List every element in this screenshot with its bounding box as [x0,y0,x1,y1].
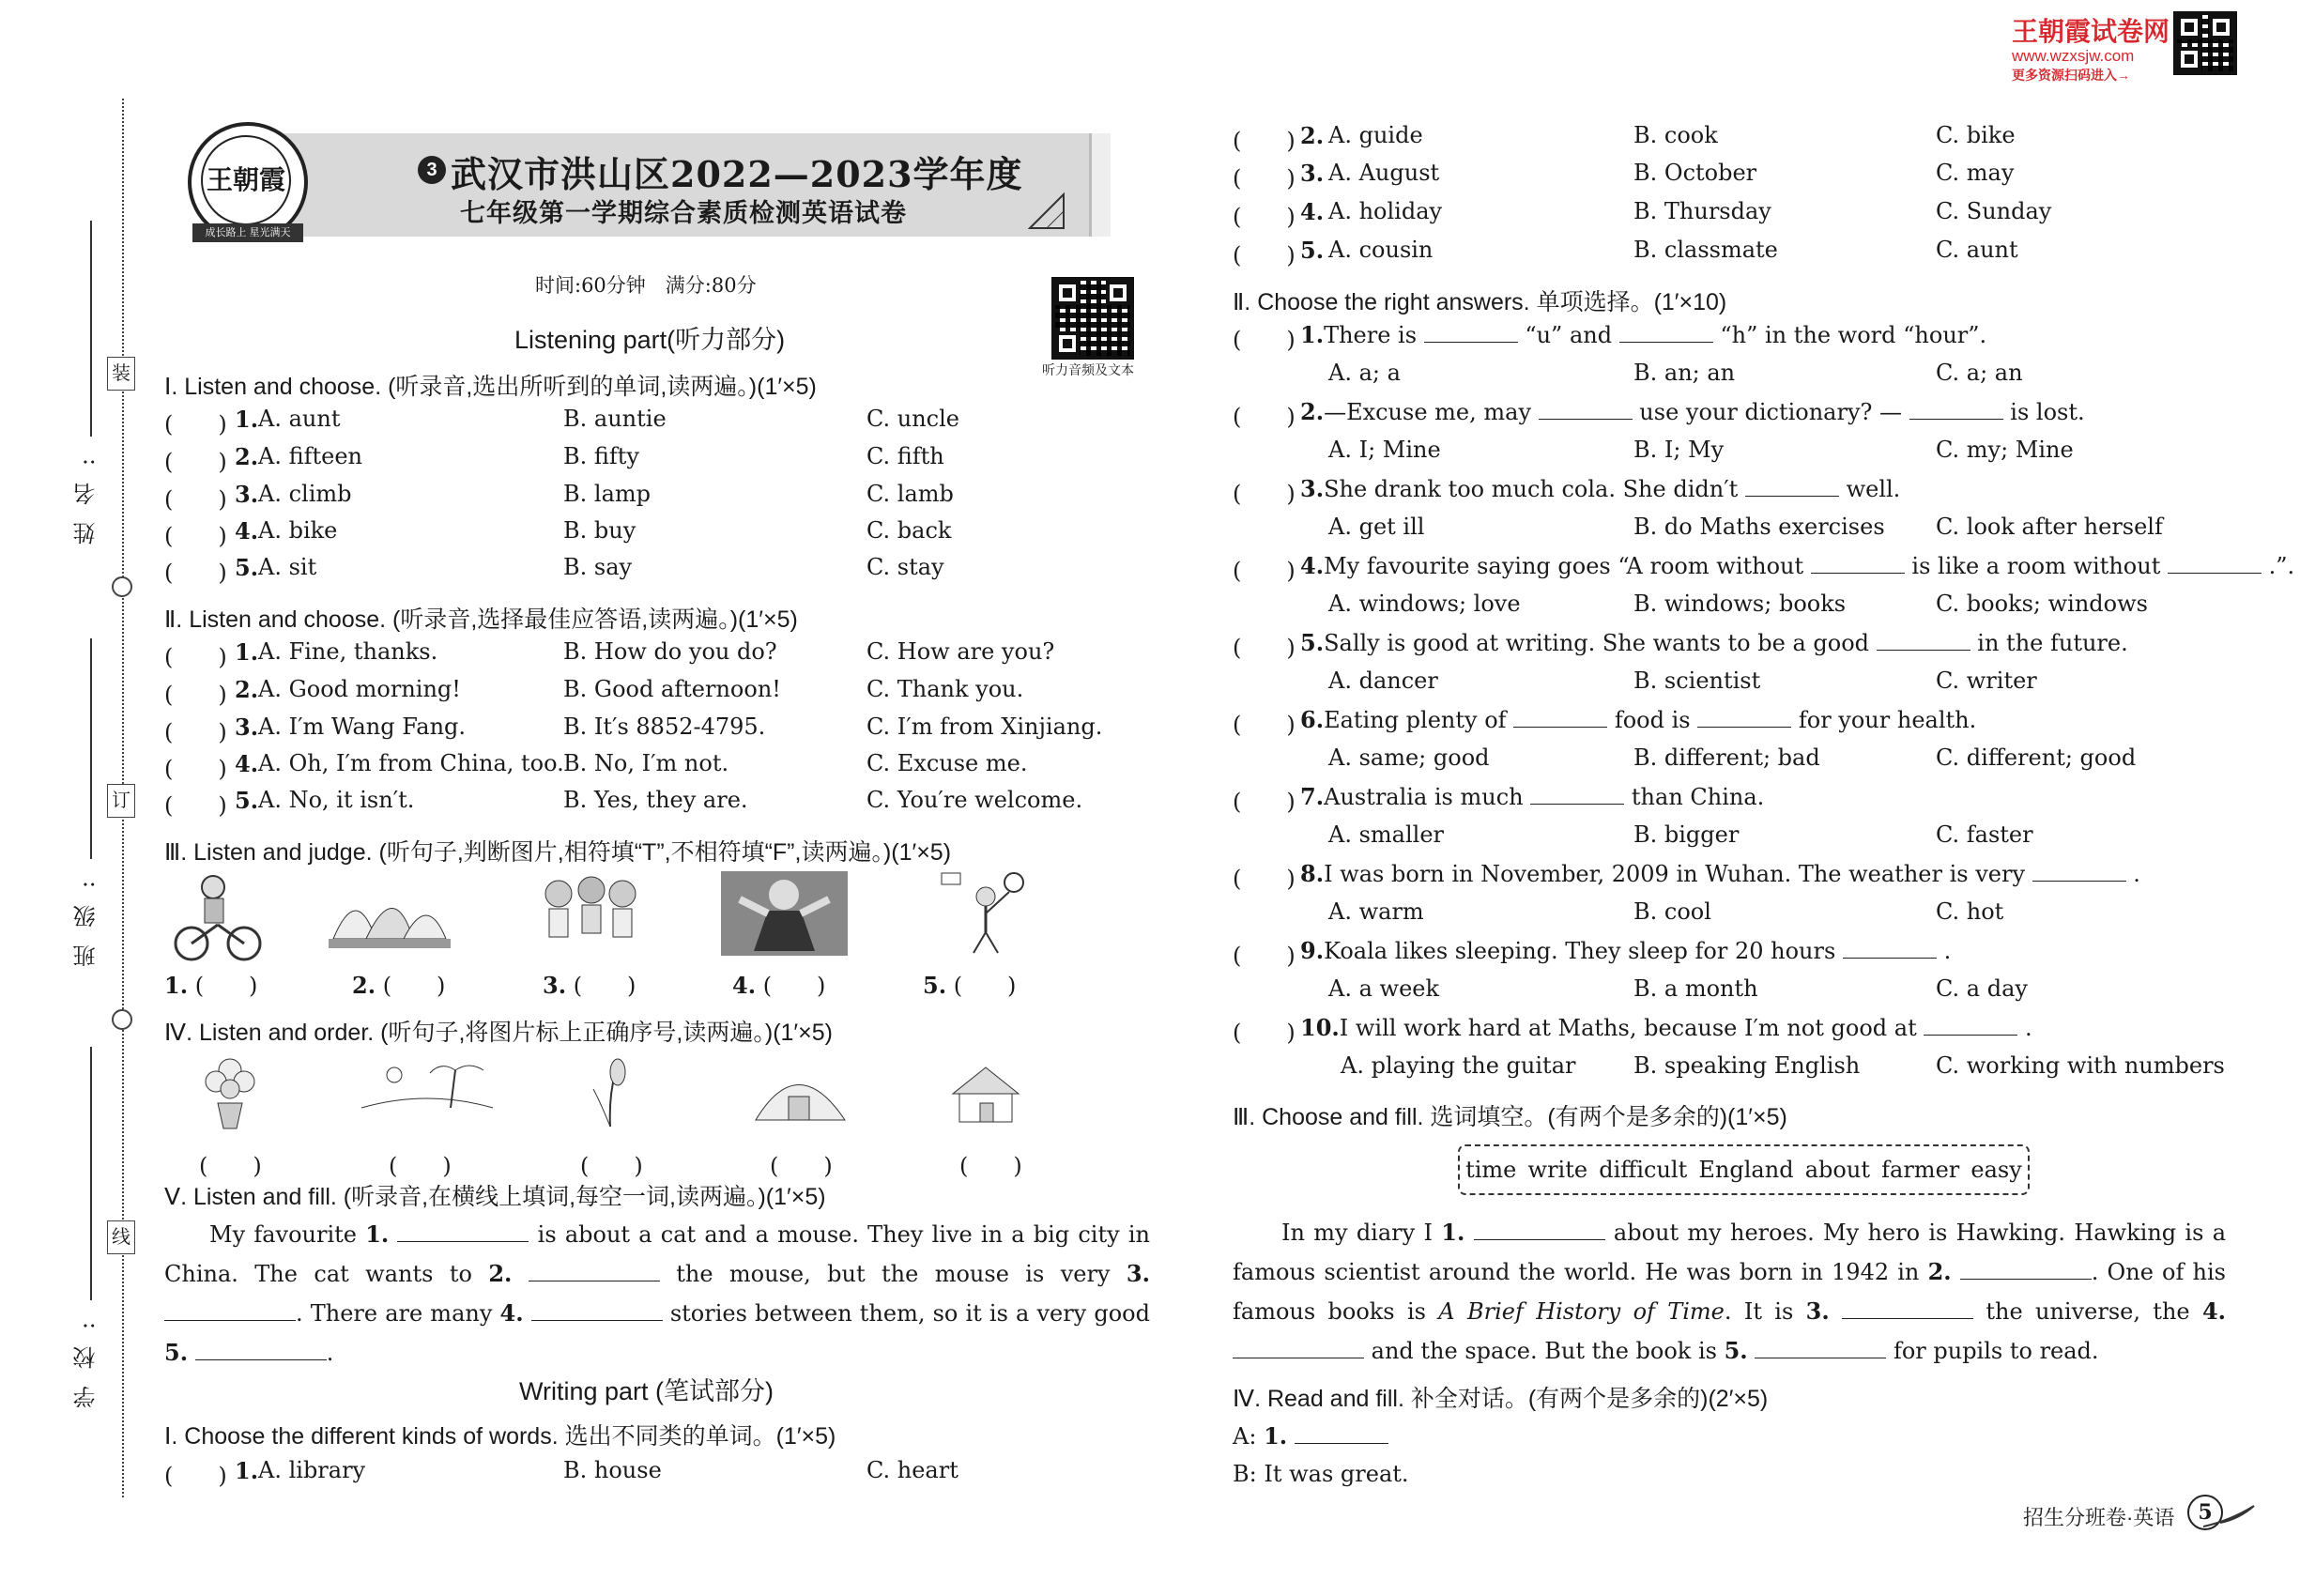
text: . [326,1340,334,1366]
option-b[interactable]: B. windows; books [1633,591,1847,617]
stem-text: I was born in November, 2009 in Wuhan. The weather is very [1324,861,2026,887]
time-score: 时间:60分钟 满分:80分 [535,274,757,297]
option-a[interactable]: A. Fine, thanks. [258,638,438,665]
stem-text: . [2025,1015,2032,1041]
question-number: 8. [1300,860,1325,887]
hut-picture [746,1050,854,1129]
blank-number: 2. [1927,1258,1952,1285]
ruler-icon [1028,192,1066,230]
question-number: 1. [1300,321,1325,348]
option-a[interactable]: A. guide [1328,122,1423,148]
wheat-picture [582,1051,638,1131]
answer-paren[interactable]: ( ) [1233,558,1296,584]
listening-title: Listening part(听力部分) [514,326,786,354]
brand-url: www.wzxsjw.com [2012,47,2135,65]
question-stem [1300,706,1976,733]
blank-number: 4. [2201,1297,2227,1325]
option-b[interactable]: B. buy [563,517,636,544]
stem-blank[interactable] [1924,1014,2017,1036]
option-b[interactable]: B. an; an [1633,360,1736,386]
option-c[interactable]: C. fifth [866,443,944,469]
stem-blank[interactable] [1539,398,1633,420]
option-a[interactable]: A. August [1328,160,1440,186]
question-number: 3. [1300,160,1325,187]
stem-text: “u” and [1525,322,1613,348]
answer-paren[interactable]: ( ) [164,411,227,437]
binding-mark-zhuang: 装 [107,357,135,391]
question-number: 4. [1300,198,1325,225]
stem-text: I will work hard at Maths, because I′m not good at [1339,1015,1917,1041]
binding-hole-icon [112,576,132,597]
children-picture [530,873,643,958]
word-bank-item: time [1465,1157,1517,1183]
boy-riding-bike-picture [171,873,265,962]
judge-number: 3. [543,972,567,999]
class-label: 班级: [73,864,100,968]
section-title: Ⅱ. Listen and choose. (听录音,选择最佳应答语,读两遍。)(1′×5) [164,606,798,633]
question-stem [1300,321,1986,348]
option-a[interactable]: A. get ill [1328,514,1425,540]
text: stories between them, so it is a very good [669,1300,1150,1327]
name-field[interactable] [90,221,92,437]
answer-paren[interactable]: ( ) [1233,789,1296,815]
answer-paren[interactable]: ( ) [1233,128,1296,154]
stem-text: Australia is much [1324,784,1524,810]
blank-5[interactable] [195,1339,327,1360]
option-b[interactable]: B. No, I′m not. [563,750,729,776]
option-b[interactable]: B. lamp [563,481,651,507]
blank-4[interactable] [531,1299,663,1321]
stem-text: Eating plenty of [1324,707,1507,733]
answer-paren[interactable]: ( ) [1233,866,1296,892]
text: . There are many [296,1300,493,1327]
question-number: 5. [1300,629,1325,656]
question-number: 3. [235,714,259,741]
blank-3[interactable] [164,1299,296,1321]
blank-number: 3. [1805,1297,1830,1325]
stem-text: is lost. [2010,399,2085,425]
word-bank-item: about [1804,1157,1870,1183]
option-c[interactable]: C. writer [1936,668,2037,694]
blank-number: 1. [1264,1422,1288,1450]
option-c[interactable]: C. faster [1936,821,2033,848]
footer-text: 招生分班卷·英语 [2023,1506,2175,1529]
question-number: 6. [1300,706,1325,733]
dialog-line-b: B: It was great. [1233,1461,1409,1487]
word-bank-item: easy [1970,1157,2022,1183]
name-label: 姓名: [73,441,100,545]
blank-3[interactable] [1842,1297,1973,1319]
stem-text: She drank too much cola. She didn′t [1324,476,1739,502]
option-a[interactable]: A. climb [258,481,352,507]
paper-subtitle: 七年级第一学期综合素质检测英语试卷 [460,199,907,228]
option-c[interactable]: C. I′m from Xinjiang. [866,714,1103,740]
option-b[interactable]: B. bigger [1633,821,1740,848]
question-number: 1. [235,638,259,666]
option-b[interactable]: B. I; My [1633,437,1725,463]
flowers-picture [197,1051,263,1131]
answer-paren[interactable]: ( ) [164,523,227,549]
option-c[interactable]: C. Thank you. [866,676,1024,702]
option-a[interactable]: A. playing the guitar [1341,1052,1576,1079]
dialog-blank-1[interactable] [1295,1422,1388,1444]
answer-paren[interactable]: ( ) [1233,327,1296,353]
judge-number: 1. [164,972,189,999]
option-a[interactable]: A. holiday [1328,198,1443,224]
stem-blank[interactable] [1424,321,1518,343]
blank-number: 3. [1126,1260,1150,1287]
question-stem [1300,1014,2032,1041]
option-b[interactable]: B. say [563,554,633,580]
option-a[interactable]: A. same; good [1328,744,1490,771]
option-c[interactable]: C. different; good [1936,744,2137,771]
option-c[interactable]: C. You′re welcome. [866,787,1083,813]
blank-2[interactable] [529,1260,660,1281]
answer-paren[interactable]: ( ) [1233,242,1296,269]
binding-mark-xian: 线 [107,1220,135,1254]
paper-title [413,146,1023,197]
option-b[interactable]: B. cook [1633,122,1718,148]
option-c[interactable]: C. back [866,517,952,544]
option-b[interactable]: B. Thursday [1633,198,1771,224]
option-a[interactable]: A. a; a [1328,360,1401,386]
question-stem [1300,552,2294,579]
option-a[interactable]: A. a week [1328,975,1440,1002]
option-b[interactable]: B. a month [1633,975,1758,1002]
option-b[interactable]: B. It′s 8852-4795. [563,714,766,740]
stem-text: than China. [1631,784,1765,810]
binding-mark-ding: 订 [107,784,135,818]
option-a[interactable]: A. aunt [258,406,341,432]
book-title: History of Time [1536,1298,1725,1325]
question-number: 1. [235,406,259,433]
stem-text: . [2133,861,2140,887]
section-title: Ⅲ. Listen and judge. (听句子,判断图片,相符填“T”,不相符填“F”,读两遍。)(1′×5) [164,839,952,866]
answer-paren[interactable]: ( ) [1233,404,1296,430]
stem-blank[interactable] [1811,552,1905,574]
option-c[interactable]: C. aunt [1936,237,2018,263]
binding-hole-icon [112,1009,132,1030]
text: . One of his famous books is [1233,1259,2226,1325]
dialog-line-a [1233,1422,1388,1450]
stem-text: Koala likes sleeping. They sleep for 20 hours [1324,938,1836,964]
question-number: 2. [1300,398,1325,425]
section-title: Ⅲ. Choose and fill. 选词填空。(有两个是多余的)(1′×5) [1233,1104,1787,1130]
blank-number: 4. [499,1299,524,1327]
option-a[interactable]: A. warm [1328,898,1424,925]
text: In my diary I [1281,1220,1433,1246]
cottage-picture [939,1056,1033,1127]
word-bank-item: difficult [1599,1157,1688,1183]
stem-blank[interactable] [1843,937,1937,959]
stem-blank[interactable] [2032,860,2126,882]
text: is about a cat and a mouse. They live in a big city in China. The [164,1221,1150,1287]
stem-text: My favourite saying goes “A room without [1324,553,1804,579]
answer-paren[interactable]: ( ) [164,682,227,708]
answer-paren[interactable]: ( ) [164,449,227,475]
order-paren[interactable]: ( ) [580,1153,643,1179]
option-c[interactable]: C. a; an [1936,360,2023,386]
question-number: 5. [235,787,259,814]
paper-number-badge: 3 [418,156,446,184]
stem-blank[interactable] [2168,552,2262,574]
listening-fill-paragraph [164,1215,1150,1373]
text: the mouse, but the mouse is very [676,1261,1111,1287]
sydney-opera-house-picture [324,878,455,953]
option-a[interactable]: A. sit [258,554,317,580]
blank-4[interactable] [1233,1337,1364,1358]
blank-number: 1. [1441,1219,1465,1246]
option-a[interactable]: A. fifteen [258,443,362,469]
question-number: 1. [235,1457,259,1484]
option-c[interactable]: C. my; Mine [1936,437,2074,463]
writing-title: Writing part (笔试部分) [519,1377,774,1405]
brand-name: 王朝霞试卷网 [2012,17,2170,46]
stem-text: in the future. [1977,630,2128,656]
option-c[interactable]: C. books; windows [1936,591,2148,617]
answer-paren[interactable]: ( ) [164,644,227,670]
option-a[interactable]: A. library [258,1457,366,1483]
section-title: Ⅱ. Choose the right answers. 单项选择。(1′×10) [1233,289,1727,315]
answer-paren[interactable]: ( ) [1233,1020,1296,1046]
option-b[interactable]: B. scientist [1633,668,1761,694]
feather-icon [2201,1502,2258,1530]
option-c[interactable]: C. lamb [866,481,954,507]
stem-text: —Excuse me, may [1324,399,1532,425]
stem-text: .”. [2268,553,2295,579]
answer-paren[interactable]: ( ) [164,719,227,745]
stem-text: well. [1846,476,1901,502]
option-b[interactable]: B. Good afternoon! [563,676,781,702]
superman-picture [721,871,848,956]
text: cat wants to [314,1261,472,1287]
text: My favourite [209,1221,357,1248]
option-a[interactable]: A. I′m Wang Fang. [258,714,467,740]
qr-caption: 听力音频及文本 [1042,363,1134,378]
question-number: 5. [235,554,259,581]
blank-number: 5. [164,1339,189,1366]
section-title: Ⅰ. Choose the different kinds of words. 选出不同类的单词。(1′×5) [164,1423,836,1450]
option-a[interactable]: A. Oh, I′m from China, too. [258,750,564,776]
question-number: 2. [235,443,259,470]
option-b[interactable]: B. speaking English [1633,1052,1861,1079]
question-number: 2. [235,676,259,703]
judge-item[interactable]: 1. ( ) [164,972,258,999]
blank-number: 2. [488,1260,513,1287]
option-c[interactable]: C. may [1936,160,2015,186]
section-title: Ⅳ. Listen and order. (听句子,将图片标上正确序号,读两遍。)(1′×5) [164,1020,833,1046]
answer-paren[interactable]: ( ) [1233,165,1296,192]
stem-blank[interactable] [1877,629,1970,651]
brand-qr-icon[interactable] [2173,11,2237,75]
option-c[interactable]: C. stay [866,554,944,580]
option-a[interactable]: A. windows; love [1328,591,1521,617]
answer-paren[interactable]: ( ) [1233,481,1296,507]
option-a[interactable]: A. No, it isn′t. [258,787,415,813]
option-a[interactable]: A. dancer [1328,668,1438,694]
school-field[interactable] [90,1047,92,1300]
boy-playing-basketball-picture [934,868,1033,958]
question-stem [1300,475,1900,502]
option-b[interactable]: B. classmate [1633,237,1778,263]
option-b[interactable]: B. house [563,1457,662,1483]
answer-paren[interactable]: ( ) [1233,635,1296,661]
stem-text: There is [1324,322,1418,348]
stem-text: “h” in the word “hour”. [1720,322,1987,348]
option-b[interactable]: B. auntie [563,406,667,432]
option-c[interactable]: C. hot [1936,898,2004,925]
answer-paren[interactable]: ( ) [164,792,227,819]
option-a[interactable]: A. bike [258,517,338,544]
judge-item[interactable]: 5. ( ) [923,972,1017,999]
stem-text: Sally is good at writing. She wants to be a good [1324,630,1870,656]
speaker-a: A: [1233,1423,1257,1450]
stem-text: for your health. [1798,707,1977,733]
option-c[interactable]: C. Excuse me. [866,750,1028,776]
question-stem [1300,783,1764,810]
stem-blank[interactable] [1697,706,1791,728]
option-c[interactable]: C. a day [1936,975,2028,1002]
stem-text: is like a room without [1911,553,2161,579]
choose-fill-paragraph [1233,1213,2226,1371]
brand-block [2012,11,2170,84]
question-stem [1300,937,1951,964]
question-number: 4. [1300,552,1325,579]
text: and the space. But the book is [1371,1338,1717,1364]
question-number: 3. [1300,475,1325,502]
question-number: 10. [1300,1014,1340,1041]
option-c[interactable]: C. Sunday [1936,198,2052,224]
text: . It is [1724,1298,1794,1325]
blank-number: 1. [365,1220,390,1248]
judge-number: 4. [732,972,757,999]
order-paren[interactable]: ( ) [389,1153,452,1179]
paper-title-text: 武汉市洪山区2022—2023学年度 [451,153,1023,195]
question-stem [1300,860,2140,887]
option-b[interactable]: B. Yes, they are. [563,787,748,813]
answer-paren[interactable]: ( ) [164,756,227,782]
logo-text: 王朝霞 [201,135,291,225]
option-c[interactable]: C. bike [1936,122,2016,148]
judge-item[interactable]: 4. ( ) [732,972,826,999]
text: about my heroes. My hero is Hawking. Hawking is a famous [1233,1220,2227,1285]
stem-text: food is [1614,707,1691,733]
book-title: A Brief [1438,1298,1524,1325]
option-a[interactable]: A. cousin [1328,237,1434,263]
answer-paren[interactable]: ( ) [164,1463,227,1489]
option-b[interactable]: B. How do you do? [563,638,777,665]
class-field[interactable] [90,638,92,859]
blank-1[interactable] [1474,1219,1605,1240]
text: the universe, the [1986,1298,2190,1325]
text: scientist around the world. He was born in 1942 in [1324,1259,1920,1285]
option-b[interactable]: B. October [1633,160,1757,186]
blank-1[interactable] [397,1220,529,1242]
blank-5[interactable] [1755,1337,1886,1358]
order-paren[interactable]: ( ) [959,1153,1022,1179]
stem-blank[interactable] [1619,321,1713,343]
option-b[interactable]: B. do Maths exercises [1633,514,1885,540]
word-bank-item: England [1698,1157,1794,1183]
answer-paren[interactable]: ( ) [1233,712,1296,738]
word-bank-item: write [1527,1157,1588,1183]
brand-more: 更多资源扫码进入→ [2012,68,2130,83]
question-number: 9. [1300,937,1325,964]
option-c[interactable]: C. How are you? [866,638,1055,665]
stem-blank[interactable] [1513,706,1607,728]
option-c[interactable]: C. heart [866,1457,958,1483]
question-number: 7. [1300,783,1325,810]
question-stem [1300,629,2128,656]
judge-item[interactable]: 2. ( ) [352,972,446,999]
judge-item[interactable]: 3. ( ) [543,972,636,999]
option-b[interactable]: B. cool [1633,898,1711,925]
option-a[interactable]: A. smaller [1328,821,1444,848]
option-a[interactable]: A. Good morning! [258,676,461,702]
stem-blank[interactable] [1530,783,1624,805]
question-number: 2. [1300,122,1325,149]
answer-paren[interactable]: ( ) [164,486,227,513]
question-number: 3. [235,481,259,508]
section-title: Ⅰ. Listen and choose. (听录音,选出所听到的单词,读两遍。)(1′×5) [164,374,817,400]
beach-island-picture [357,1056,498,1122]
blank-number: 5. [1724,1337,1748,1364]
judge-number: 5. [923,972,947,999]
option-c[interactable]: C. working with numbers [1936,1052,2225,1079]
option-b[interactable]: B. fifty [563,443,639,469]
option-b[interactable]: B. different; bad [1633,744,1820,771]
word-bank-box [1458,1144,2030,1195]
option-c[interactable]: C. uncle [866,406,959,432]
stem-blank[interactable] [1745,475,1839,497]
word-bank-item: farmer [1881,1157,1960,1183]
order-paren[interactable]: ( ) [770,1153,833,1179]
answer-paren[interactable]: ( ) [164,560,227,586]
section-title: Ⅳ. Read and fill. 补全对话。(有两个是多余的)(2′×5) [1233,1386,1769,1412]
answer-paren[interactable]: ( ) [1233,204,1296,230]
question-number: 4. [235,750,259,777]
school-label: 学校: [73,1305,100,1409]
logo-ribbon: 成长路上 星光满天 [192,223,303,242]
section-title: Ⅴ. Listen and fill. (听录音,在横线上填词,每空一词,读两遍。)(1′×5) [164,1184,826,1210]
option-c[interactable]: C. look after herself [1936,514,2163,540]
option-a[interactable]: A. I; Mine [1328,437,1441,463]
page-number: 5 [2187,1495,2223,1530]
question-number: 4. [235,517,259,545]
question-stem [1300,398,2085,425]
stem-text: . [1943,938,1952,964]
audio-qr-icon[interactable] [1051,277,1134,360]
order-paren[interactable]: ( ) [199,1153,262,1179]
question-number: 5. [1300,237,1325,264]
judge-number: 2. [352,972,376,999]
stem-text: use your dictionary? — [1639,399,1903,425]
answer-paren[interactable]: ( ) [1233,943,1296,969]
stem-blank[interactable] [1909,398,2003,420]
blank-2[interactable] [1960,1258,2092,1280]
text: for pupils to read. [1893,1338,2099,1364]
